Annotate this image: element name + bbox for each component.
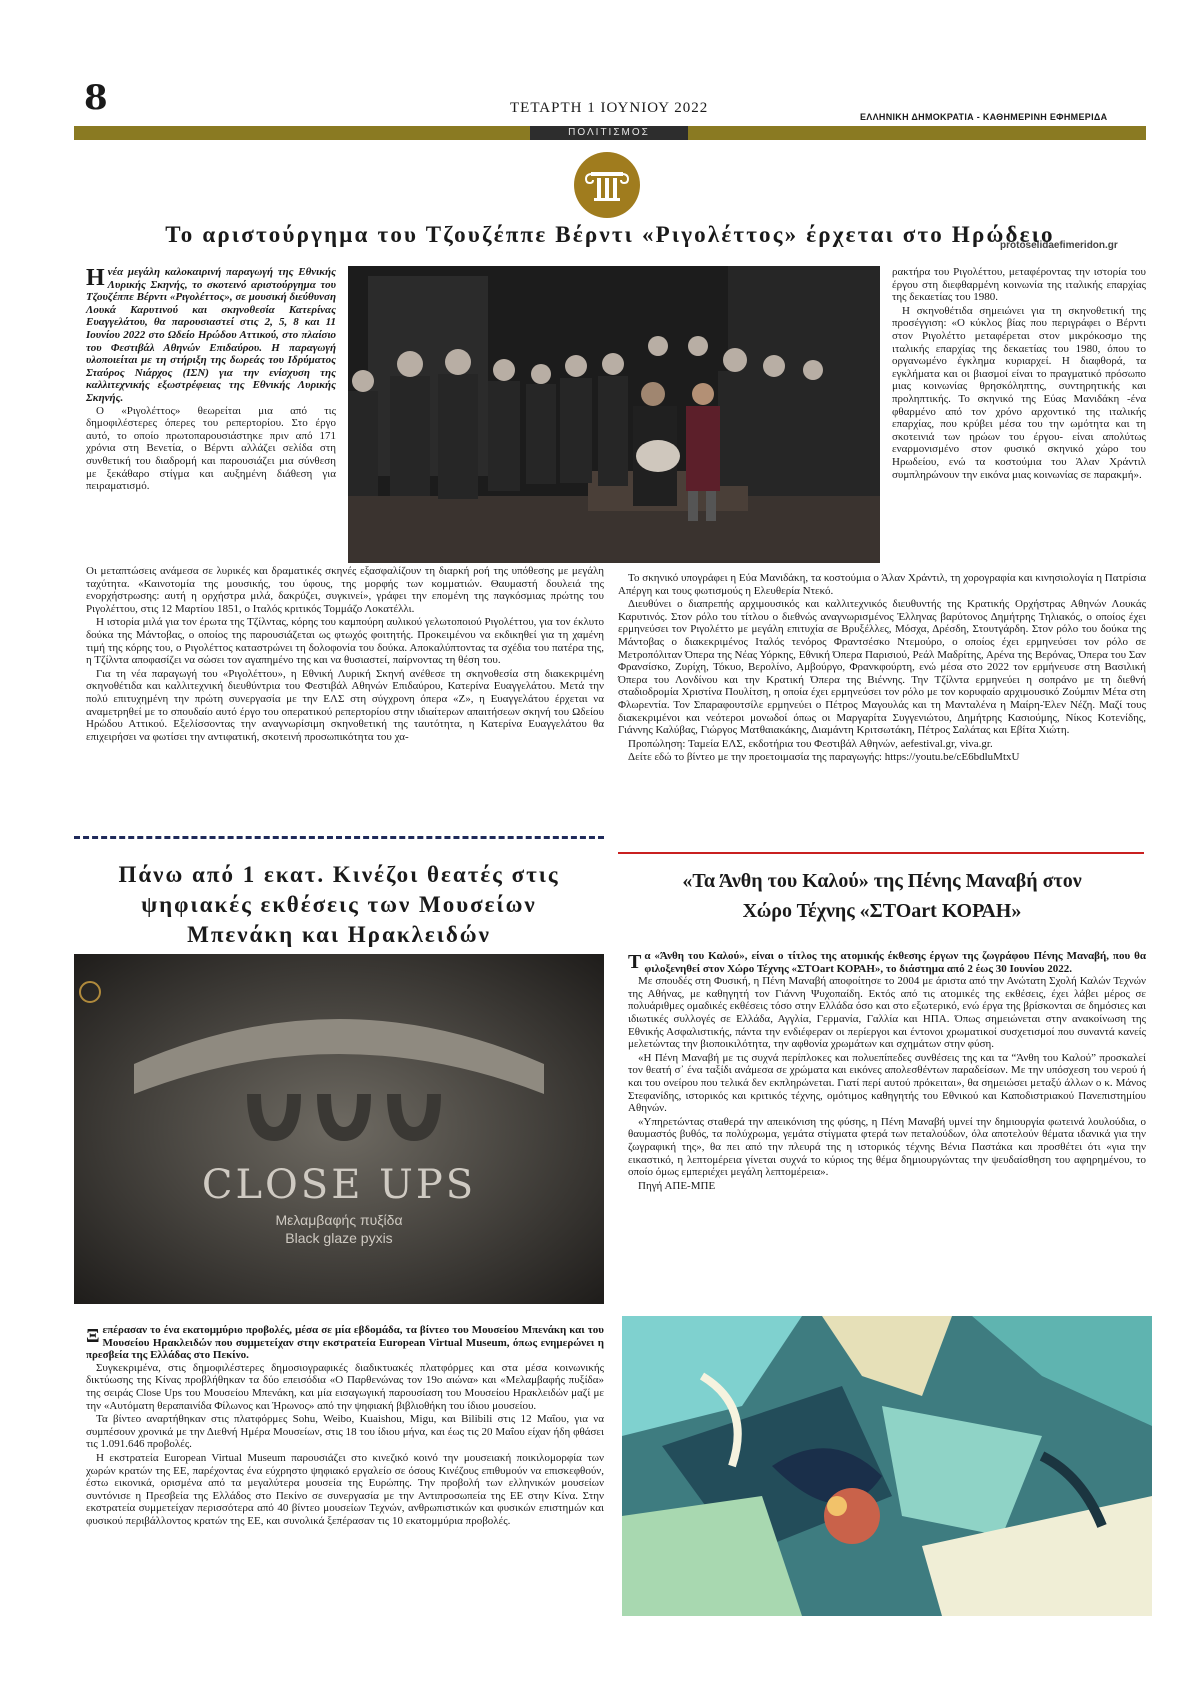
article3-source: Πηγή ΑΠΕ-ΜΠΕ <box>638 1179 716 1192</box>
article1-wide-right <box>618 572 1146 840</box>
article3-headline-line: Χώρο Τέχνης «ΣΤΟart ΚΟΡΑΗ» <box>742 900 1022 922</box>
article2-lead: επέρασαν το ένα εκατομμύριο προβολές, μέσα σε μία εβδομάδα, τα βίντεο του Μουσείου Μπενάκη και του Μουσείου Ηρακλειδών που συμμετείχαν στην εκστρατεία European Virtual Museum, όπως ενημερώνει η πρεσβεία της Ελλάδας στο Πεκίνο. <box>86 1324 604 1362</box>
article2-headline-line: Μπενάκη και Ηρακλειδών <box>187 922 491 947</box>
page-number: 8 <box>84 78 108 118</box>
article3-paragraph: Με σπουδές στη Φυσική, η Πένη Μαναβή αποφοίτησε το 2004 με άριστα από την Ανώτατη Σχολή Καλών Τεχνών της Αθήνας, με καθηγητή τον Γιάννη Ψυχοπαίδη. Εκτός από τις ατομικές της εκθέσεις, έχει λάβει μέρος σε πολυάριθμες ομαδικές εκθέσεις τόσο στην Ελλάδα όσο και στο εξωτερικό, ενώ έργα της βρίσκονται σε δημόσιες και ιδιωτικές συλλογές σε Ελλάδα, Αγγλία, Γερμανία, Γαλλία και ΗΠΑ. Όπως σημειώνεται στην ανακοίνωση της Εθνικής Ασφαλιστικής, πάντα την ενδιέφεραν οι περίεργοι και έντονοι χρωματικοί συσχετισμοί που συναντά κανείς μελετώντας την βιοποικιλότητα, την αφθονία χρωμάτων και σχημάτων στην φύση. <box>628 975 1146 1051</box>
article1-lead: νέα μεγάλη καλοκαιρινή παραγωγή της Εθνικής Λυρικής Σκηνής, το σκοτεινό αριστούργημα του Τζουζέππε Βέρντι «Ριγολέττος», σε μουσική διεύθυνση Λουκά Καρυτινού και σκηνοθεσία Κατερίνας Ευαγγελάτου, θα παρουσιαστεί στις 2, 5, 8 και 11 Ιουνίου 2022 στο Ωδείο Ηρώδου Αττικού, στο πλαίσιο του Φεστιβάλ Αθηνών Επιδαύρου. Η παραγωγή υλοποιείται με τη στήριξη της δωρεάς του Ιδρύματος Σταύρος Νιάρχος (ΙΣΝ) για την ενίσχυση της καλλιτεχνικής εξωστρέφειας της Εθνικής Λυρικής Σκηνής. <box>86 266 336 404</box>
close-ups-subtitle-en: Black glaze pyxis <box>285 1230 393 1246</box>
article1-paragraph: Οι μεταπτώσεις ανάμεσα σε λυρικές και δραματικές σκηνές εξασφαλίζουν τη διαρκή ροή της υπόθεσης με μεγάλη ταχύτητα. «Καινοτομία της μουσικής, του ύφους, της μορφής των κομματιών. Θαυμαστή δουλειά της ενορχήστρωσης: αυτή η ορχήστρα μιλά, δακρύζει, συγκινεί», γράφει την επομένη της παγκόσμιας πρώτης του Ριγολέττου, στις 12 Μαρτίου 1851, ο Ιταλός κριτικός Τομμάζο Λοκατέλλι. <box>86 565 604 615</box>
article3-drop-cap: Τ <box>628 951 642 973</box>
close-ups-title: CLOSE UPS <box>201 1162 477 1208</box>
article3-paragraph: «Υπηρετώντας σταθερά την απεικόνιση της φύσης, η Πένη Μαναβή υμνεί την δημιουργία φωτεινά λουλούδια, ο θαυμαστός βυθός, τα πολύχρωμα, γεμάτα στίγματα φτερά των πεταλούδων, όλα αποτελούν θέματα ιδανικά για την ζωγραφική της», θα πει από την πλευρά της η ιστορικός τέχνης Βένια Παστάκα και προσθέτει ότι «για την εικαστικό, η λεπτομέρεια γίνεται συχνά το κύριος της θέμα δημιουργώντας την ψευδαίσθηση του αφηρημένου, το οποίο όμως εμπεριέχει μεγάλη λεπτομέρεια». <box>628 1115 1146 1179</box>
article1-wide-left <box>86 565 604 827</box>
article2-headline-line: ψηφιακές εκθέσεις των Μουσείων <box>141 892 537 917</box>
article2-body <box>86 1324 604 1614</box>
article2-paragraph: Συγκεκριμένα, στις δημοφιλέστερες δημοσιογραφικές διαδικτυακές πλατφόρμες και στα μέσα κοινωνικής δικτύωσης της Κίνας προβλήθηκαν τα δύο επεισόδια «Ο Παρθενώνας τον 19ο αιώνα» και «Μελαμβαφής πυξίδα» της σειράς Close Ups του Μουσείου Μπενάκη, και μία εισαγωγική παρουσίαση του Μουσείου Ηρακλειδών μαζί με την «Αυτόματη θεραπαινίδα Φίλωνος και Ήρωνος» από την ψηφιακή βιβλιοθήκη του ίδιου μουσείου. <box>86 1361 604 1412</box>
section-label: ΠΟΛΙΤΙΣΜΟΣ <box>530 126 688 140</box>
article2-paragraph: Η εκστρατεία European Virtual Museum παρουσιάζει στο κινεζικό κοινό την μουσειακή ποικιλομορφία των χωρών κρατών της ΕΕ, παρέχοντας ένα εύχρηστο ψηφιακό εργαλείο σε όσους Κινέζους επιθυμούν να επισκεφθούν, έστω εικονικά, ορισμένα από τα μεγαλύτερα μουσεία της Ευρώπης. Την προβολή των ελληνικών μουσείων συντόνισε η Πρεσβεία της Ελλάδος στο Πεκίνο σε συνεργασία με την Αντιπροσωπεία της ΕΕ στην Κίνα. Στην εκστρατεία συμμετείχαν περισσότερα από 40 βίντεο μουσείων Τεχνών, ανθρωπιστικών και φυσικών επιστημών και φυσικού περιβάλλοντος κρατών της ΕΕ, και συνολικά ξεπέρασαν τις 10 εκατομμύρια προβολές. <box>86 1451 604 1527</box>
close-ups-subtitle-gr: Μελαμβαφής πυξίδα <box>275 1212 403 1228</box>
article1-right-paragraph: Η σκηνοθέτιδα σημειώνει για τη σκηνοθετική της προσέγγιση: «Ο κύκλος βίας που περιγράφει ο Βέρντι στον Ριγολέττο μεταφέρεται στον μικρόκοσμο της ιταλικής επαρχίας της δεκαετίας του 1980, όπου το οργανωμένο έγκλημα κυριαρχεί. Η διαφθορά, τα εγκλήματα και οι βιασμοί είναι το πραγματικό πρόσωπο μιας κοινωνίας θρησκόληπτης, συντηρητικής και προληπτικής. Το σκηνικό της Εύας Μανιδάκη -ένα φθαρμένο από τον χρόνο αρχοντικό της ιταλικής επαρχίας, που κρύβει μέσα του την ωμότητα και τη σκοτεινιά των ηρώων του έργου- είναι απολύτως εναρμονισμένο στον φυσικό σκηνικό χώρο του Ηρωδείου, ενώ τα κοστούμια του Άλαν Χράντιλ συμπληρώνουν την εικόνα μιας κοινωνίας σε παρακμή». <box>892 304 1146 481</box>
article1-lead-column <box>86 265 336 493</box>
article2-headline <box>74 860 604 950</box>
article2-headline-line: Πάνω από 1 εκατ. Κινέζοι θεατές στις <box>118 862 560 887</box>
article2-drop-cap: Ξ <box>86 1325 100 1347</box>
article1-tickets: Προπώληση: Ταμεία ΕΛΣ, εκδοτήρια του Φεστιβάλ Αθηνών, aefestival.gr, viva.gr. <box>628 737 993 750</box>
article1-cast: Διευθύνει ο διαπρεπής αρχιμουσικός και καλλιτεχνικός διευθυντής της Κρατικής Ορχήστρας Αθηνών Λουκάς Καρυτινός. Στον ρόλο του τίτλου ο διεθνώς αναγνωρισμένος Έλληνας βαρύτονος Δημήτρης Τηλιακός, ο οποίος έχει ερμηνεύσει τον Ριγολέττο με μεγάλη επιτυχία σε Βρυξέλλες, Μόσχα, Δρέσδη, Στουτγάρδη. Στον ρόλο του δούκα της Μάντοβας ο διακεκριμένος Ιταλός τενόρος Φραντσέσκο Ντεμούρο, ο οποίος έχει ερμηνεύσει τον ρόλο σε Μετροπόλιταν Όπερα της Νέας Υόρκης, Εθνική Όπερα Παρισιού, Ρεάλ Μαδρίτης, Αρένα της Βερόνας, Όπερα του Σαν Φρανσίσκο, Ζυρίχη, Τόκυο, Βερολίνο, Αμβούργο, Φρανκφούρτη, ενώ μέσα στο 2022 τον ερμήνευσε στη Βασιλική Όπερα του Λονδίνου και την Κρατική Όπερα της Βιέννης. Την Τζίλντα ερμηνεύει η σοπράνο με τη διεθνή σταδιοδρομία Χριστίνα Πουλίτση, η οποία έχει ερμηνεύσει τον ρόλο με τον κορυφαίο αρχιμουσικό Ζούμπιν Μέτα στη Φλωρεντία. Τον Σπαραφουτσίλε ερμηνεύει ο Πέτρος Μαγουλάς και τη Μανταλένα η Μαίρη-Έλεν Νέζη. Μαζί τους διακεκριμένοι και νεότεροι μονωδοί όπως οι Μαργαρίτα Συγγενιώτου, Δημήτρης Κασιούμης, Νίκος Κοτενίδης, Γιάννης Καλύβας, Γιώργος Ματθαιακάκης, Διαμάντη Κριτσωτάκη, Πέτρος Σαλάτας και Εβίτα Χιώτη. <box>618 598 1146 737</box>
article1-headline: Το αριστούργημα του Τζουζέππε Βέρντι «Ριγολέττος» έρχεται στο Ηρώδειο <box>165 222 1055 247</box>
article1-right-column <box>892 266 1146 563</box>
column-divider-red <box>618 852 1144 854</box>
painting-image <box>622 1316 1152 1616</box>
article3-paragraph: «Η Πένη Μαναβή με τις συχνά περίπλοκες και πολυεπίπεδες συνθέσεις της και τα “Άνθη του Καλού” προσκαλεί τον θεατή σ᾽ ένα ταξίδι ανάμεσα σε χρώματα και εικόνες απολεσθέντων παραδείσων. Με την υπόσχεση του νερού ή και του ονείρου που τελικά δεν εκπληρώνεται. Γιατί περί αυτού πρόκειται», θα σημειώσει μεταξύ άλλων ο κ. Μάνος Στεφανίδης, ιστορικός και κριτικός τέχνης, ομότιμος καθηγητής του Εθνικού και Καποδιστριακού Πανεπιστημίου Αθηνών. <box>628 1051 1146 1115</box>
newspaper-name: ΕΛΛΗΝΙΚΗ ΔΗΜΟΚΡΑΤΙΑ - ΚΑΘΗΜΕΡΙΝΗ ΕΦΗΜΕΡΙΔΑ <box>860 112 1108 122</box>
opera-stage-photo <box>348 266 880 563</box>
article3-lead: α «Άνθη του Καλού», είναι ο τίτλος της ατομικής έκθεσης έργων της ζωγράφου Πένης Μαναβή, που θα φιλοξενηθεί στον Χώρο Τέχνης «ΣΤΟart ΚΟΡΑΗ», το διάστημα από 2 έως 30 Ιουνίου 2022. <box>644 950 1146 975</box>
article1-right-paragraph: ρακτήρα του Ριγολέττου, μεταφέροντας την ιστορία του έργου στη διεφθαρμένη κοινωνία της ιταλικής επαρχίας της δεκαετίας του 1980. <box>892 266 1146 304</box>
article1-drop-cap: Η <box>86 265 105 291</box>
article3-body <box>628 950 1146 1310</box>
article3-headline <box>618 866 1146 926</box>
article3-headline-line: «Τα Άνθη του Καλού» της Πένης Μαναβή στον <box>682 870 1082 892</box>
article1-paragraph: Ο «Ριγολέττος» θεωρείται μια από τις δημοφιλέστερες όπερες του ρεπερτορίου. Στο έργο αυτό, το οποίο πρωτοπαρουσιάστηκε πριν από 171 χρόνια στη Βενετία, ο Βέρντι αλλάζει σελίδα στη συνθετική του διαδρομή και παρουσιάζει μια σύνθεση με ξεκάθαρο στίγμα και αυξημένη διάθεση για πειραματισμό. <box>86 404 336 493</box>
article1-video-link[interactable]: Δείτε εδώ το βίντεο με την προετοιμασία της παραγωγής: https://youtu.be/cE6bdluMtxU <box>628 751 1020 764</box>
close-ups-video-still <box>74 954 604 1304</box>
article1-paragraph: Για τη νέα παραγωγή του «Ριγολέττου», η Εθνική Λυρική Σκηνή ανέθεσε τη σκηνοθεσία στη διακεκριμένη σκηνοθέτιδα και καλλιτεχνική διευθύντρια του Φεστιβάλ Αθηνών Επιδαύρου, Κατερίνα Ευαγγελάτου. Μετά την πολύ επιτυχημένη την πρώτη συνεργασία με την ΕΛΣ στη σύγχρονη όπερα «Ζ», η Ευαγγελάτου έρχεται να αναμετρηθεί με το σπουδαίο αυτό έργο του οπερατικού ρεπερτορίου στην ιδιαίτερων απαιτήσεων σκηνή του Ωδείου Ηρώδου Αττικού. Εξελίσσοντας την αναγνωρίσιμη σκηνοθετική της ταυτότητα, η Κατερίνα Ευαγγελάτου θα επιχειρήσει να φωτίσει την αντιφατική, σκοτεινή προσωπικότητα του χα- <box>86 667 604 743</box>
ionic-column-icon <box>574 152 640 218</box>
article1-credits: Το σκηνικό υπογράφει η Εύα Μανιδάκη, τα κοστούμια ο Άλαν Χράντιλ, τη χορογραφία και κινησιολογία η Πατρίσια Απέργη και τους φωτισμούς η Ελευθερία Ντεκό. <box>618 572 1146 597</box>
section-emblem <box>574 152 640 218</box>
article1-paragraph: Η ιστορία μιλά για τον έρωτα της Τζίλντας, κόρης του καμπούρη αυλικού γελωτοποιού Ριγολέττου, για τον έκλυτο δούκα της Μάντοβας, ο οποίος της παρουσιάζεται ως φτωχός φοιτητής. Προκειμένου να εκδικηθεί για τη χαμένη τιμή της κόρης του, ο Ριγολέττος καταστρώνει τη δολοφονία του δούκα. Αποκαλύπτοντας τα σχέδια του πατέρα της, η Τζίλντα αποφασίζει να σώσει τον αγαπημένο της και να θυσιαστεί, παίρνοντας τη θέση του. <box>86 616 604 667</box>
column-divider-dashed <box>74 836 604 839</box>
site-watermark: protoselidaefimeridon.gr <box>1000 240 1118 251</box>
issue-date: ΤΕΤΑΡΤΗ 1 ΙΟΥΝΙΟΥ 2022 <box>510 100 709 116</box>
article2-paragraph: Τα βίντεο αναρτήθηκαν στις πλατφόρμες Sohu, Weibo, Kuaishou, Migu, και Bilibili στις 12 Μαΐου, για να συμπέσουν χρονικά με την Διεθνή Ημέρα Μουσείων, στις 18 του ίδιου μήνα, και έως τις 20 Μαΐου είχαν ήδη φθάσει τις 1.091.646 προβολές. <box>86 1413 604 1451</box>
